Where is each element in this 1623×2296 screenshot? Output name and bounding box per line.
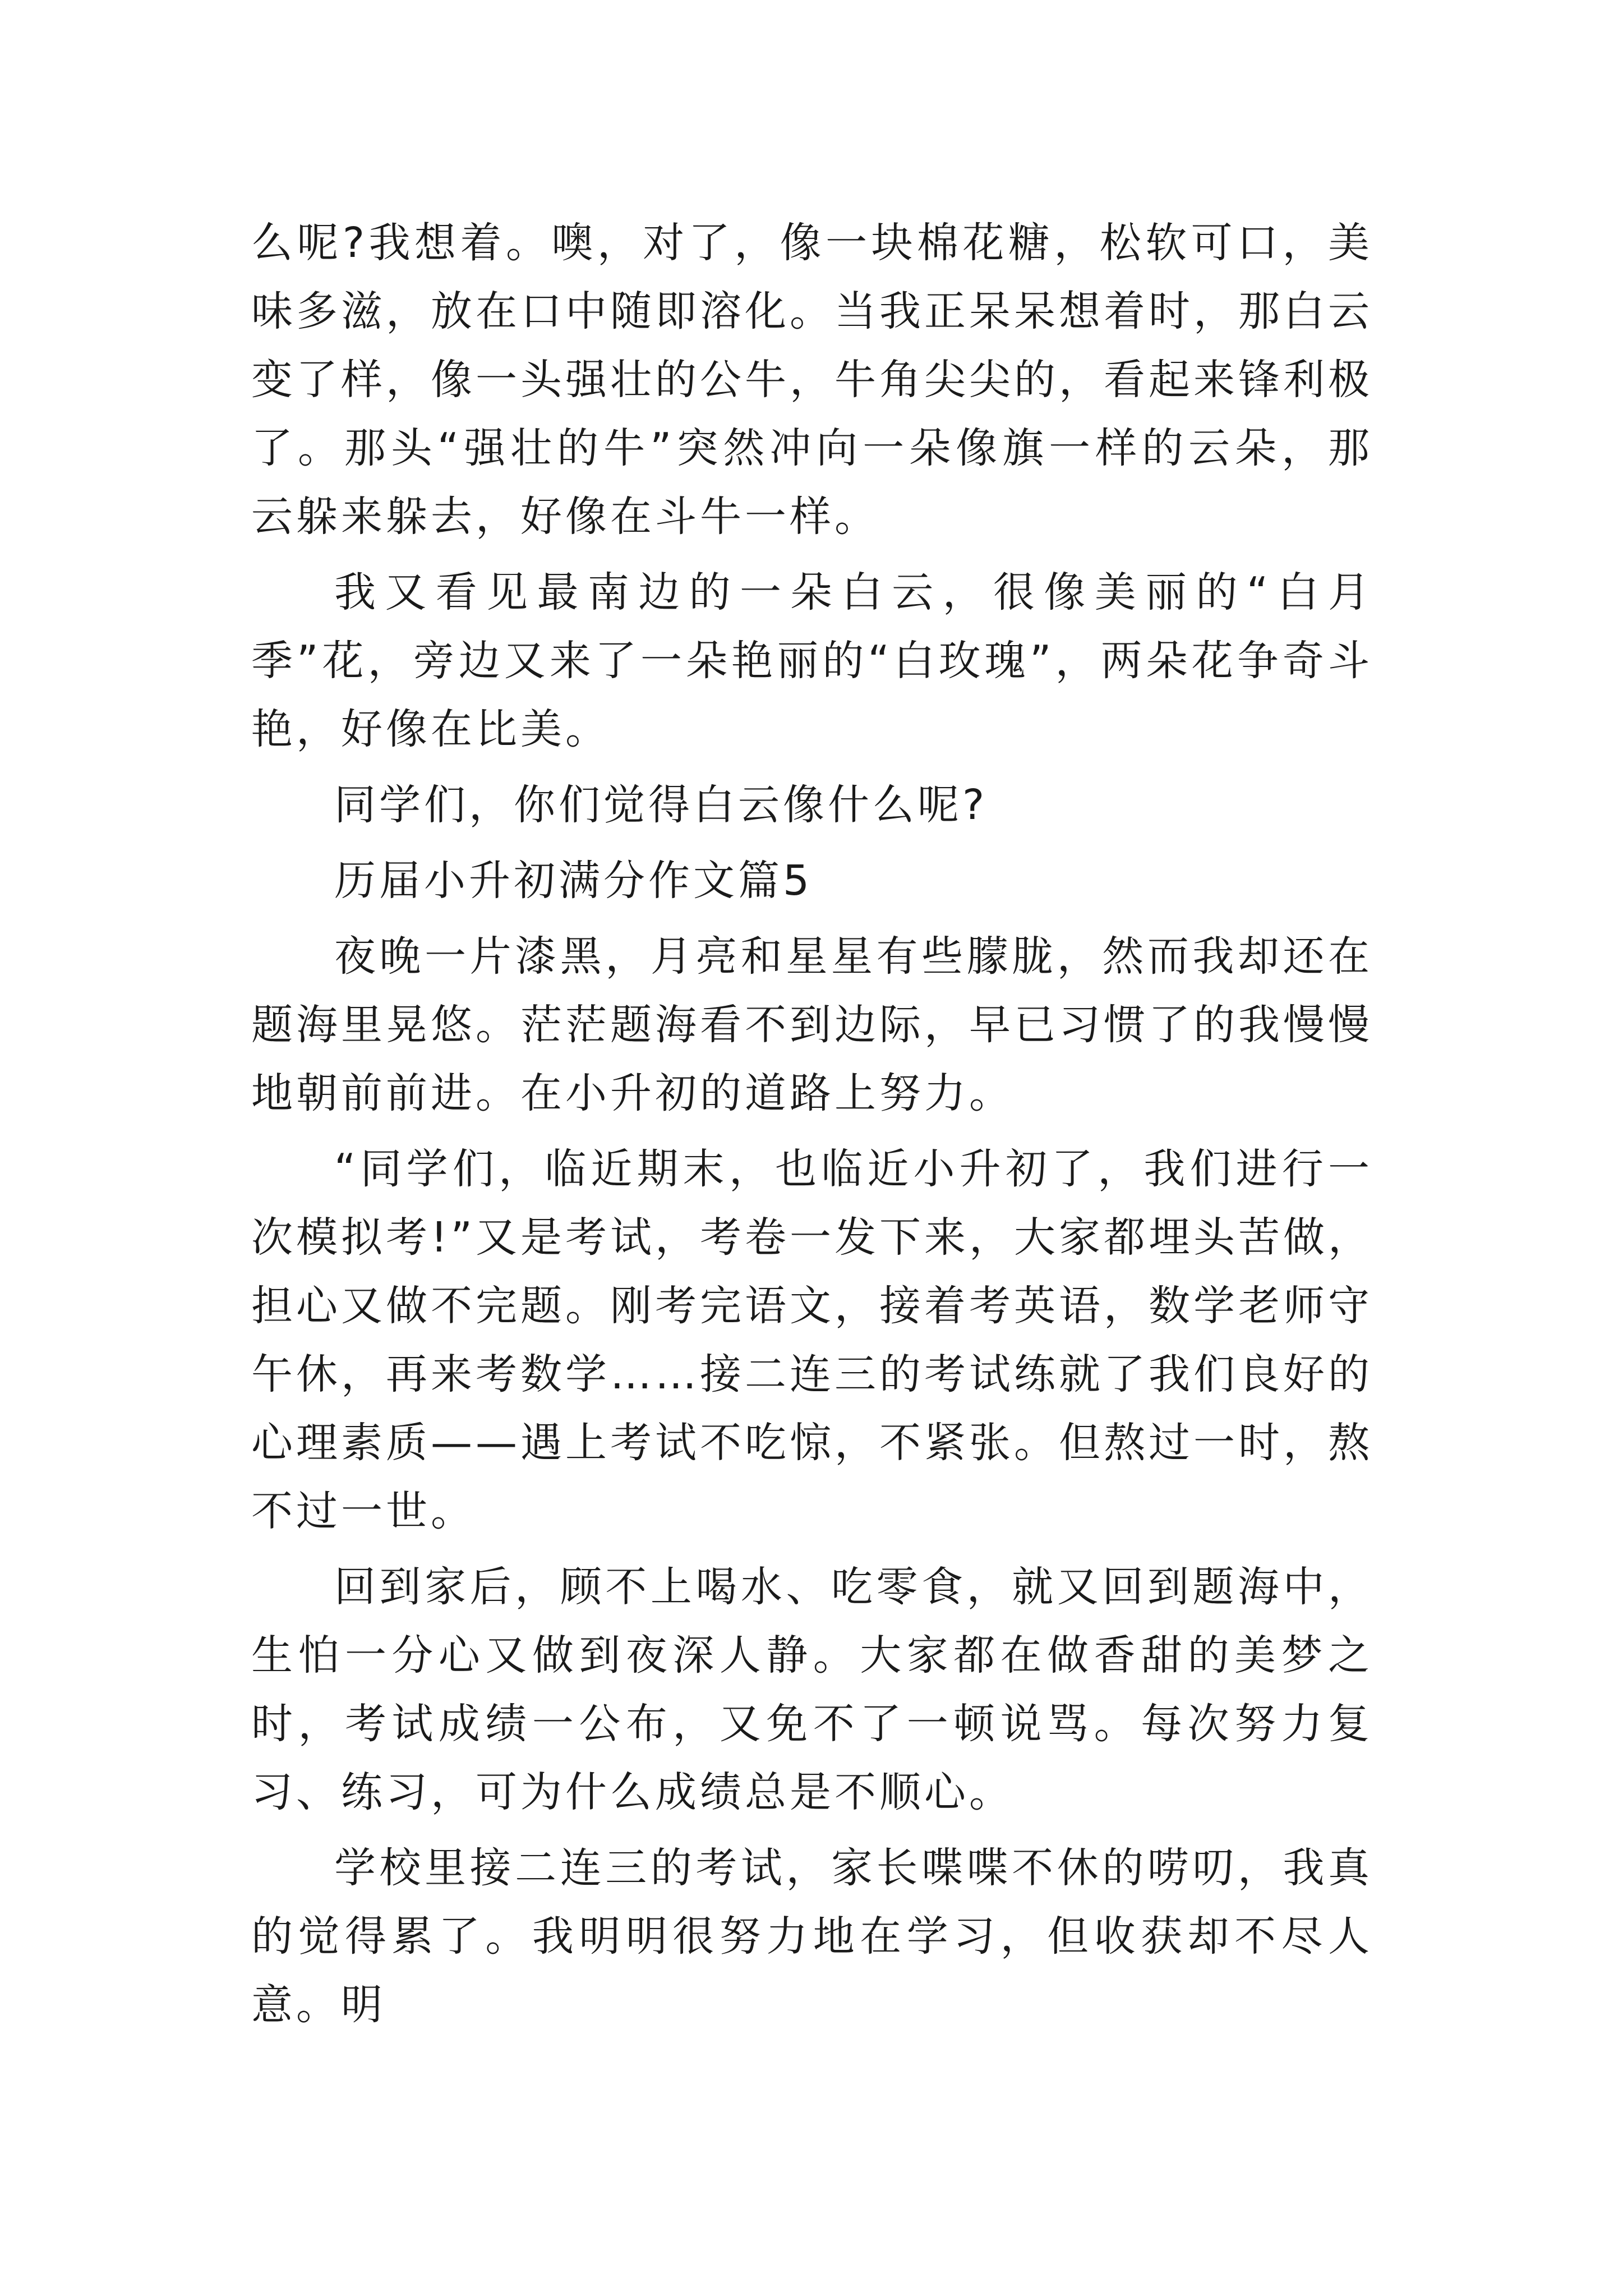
- paragraph: 同学们，你们觉得白云像什么呢?: [334, 781, 988, 829]
- paragraph: 么呢?我想着。噢，对了，像一块棉花糖，松软可口，美味多滋，放在口中随即溶化。当我正呆呆想着时，那白云变了样，像一头强壮的公牛，牛角尖尖的，看起来锋利极了。那头“强壮的牛”突然冲向一朵像旗一样的云朵，那云躲来躲去，好像在斗牛一样。: [251, 219, 1373, 541]
- paragraph: 我又看见最南边的一朵白云，很像美丽的“白月季”花，旁边又来了一朵艳丽的“白玫瑰”，两朵花争奇斗艳，好像在比美。: [251, 568, 1373, 753]
- paragraph: 夜晚一片漆黑，月亮和星星有些朦胧，然而我却还在题海里晃悠。茫茫题海看不到边际，早已习惯了的我慢慢地朝前前进。在小升初的道路上努力。: [251, 932, 1373, 1117]
- body-text: [251, 209, 1373, 2046]
- paragraph: 学校里接二连三的考试，家长喋喋不休的唠叨，我真的觉得累了。我明明很努力地在学习，但收获却不尽人意。明: [251, 1844, 1373, 2029]
- paragraph: 回到家后，顾不上喝水、吃零食，就又回到题海中，生怕一分心又做到夜深人静。大家都在做香甜的美梦之时，考试成绩一公布，又免不了一顿说骂。每次努力复习、练习，可为什么成绩总是不顺心。: [251, 1563, 1373, 1816]
- section-heading: 历届小升初满分作文篇5: [334, 857, 813, 905]
- paragraph: “同学们，临近期末，也临近小升初了，我们进行一次模拟考!”又是考试，考卷一发下来，大家都埋头苦做，担心又做不完题。刚考完语文，接着考英语，数学老师守午休，再来考数学……接二连三的考试练就了我们良好的心理素质——遇上考试不吃惊，不紧张。但熬过一时，熬不过一世。: [251, 1145, 1373, 1535]
